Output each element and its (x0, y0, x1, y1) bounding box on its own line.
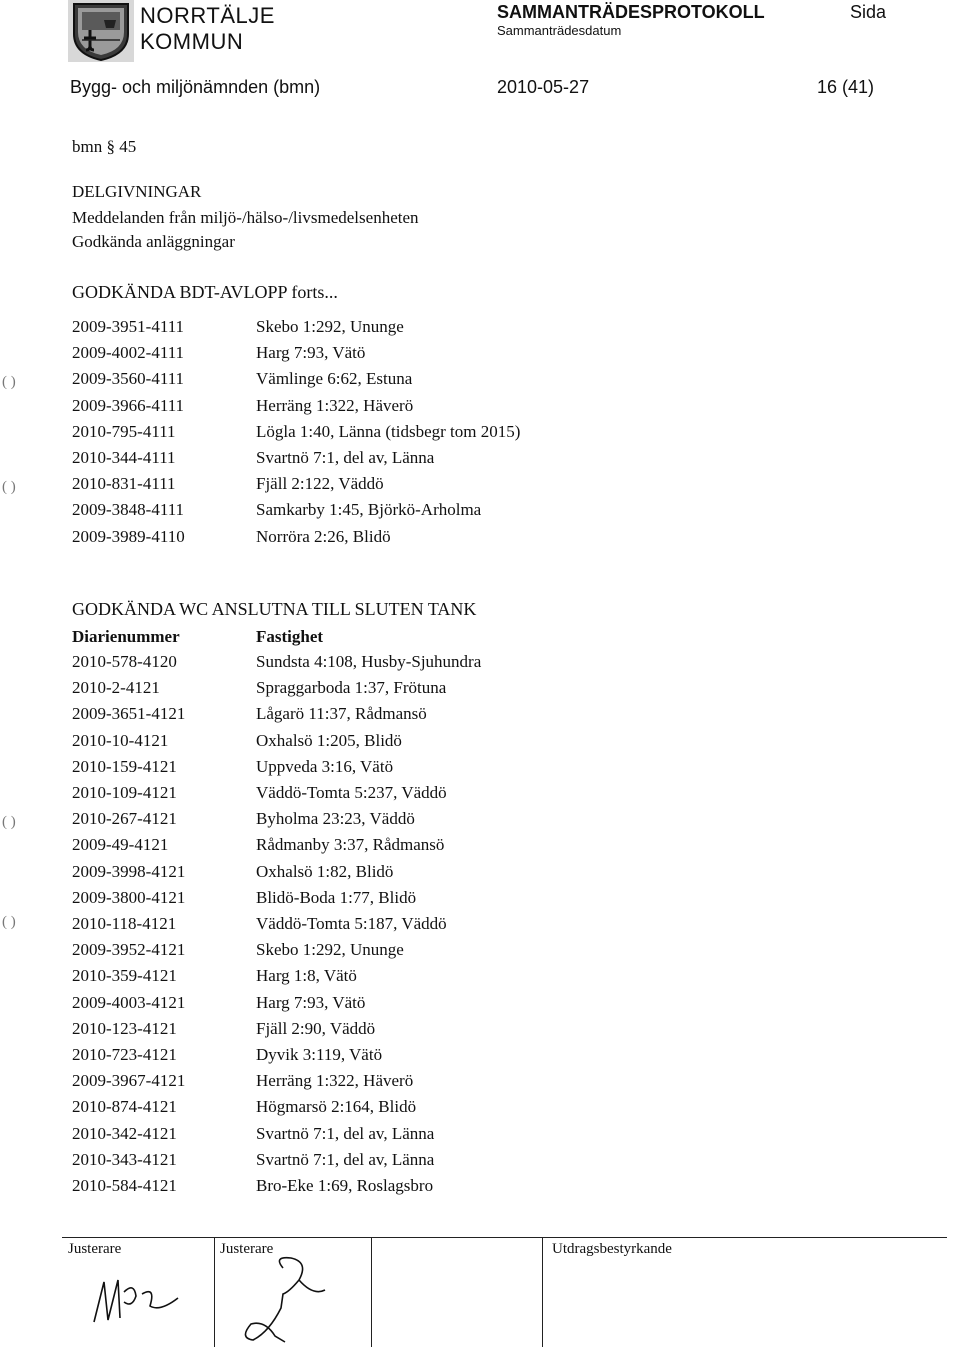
org-name-line1: NORRTÄLJE (140, 3, 275, 28)
case-number: 2010-2-4121 (72, 678, 160, 698)
property-name: Lögla 1:40, Länna (tidsbegr tom 2015) (256, 421, 521, 441)
property-name: Oxhalsö 1:205, Blidö (256, 730, 402, 750)
case-number: 2010-874-4121 (72, 1097, 177, 1117)
punch-hole-mark: ( ) (2, 814, 16, 830)
committee-name: Bygg- och miljönämnden (bmn) (70, 77, 321, 97)
case-number: 2010-795-4111 (72, 421, 176, 441)
case-number: 2010-118-4121 (72, 914, 177, 933)
case-number: 2009-3967-4121 (72, 1071, 186, 1091)
column-header-diarienummer: Diarienummer (72, 627, 180, 646)
property-name: Byholma 23:23, Väddö (256, 809, 415, 829)
wc-column-headers (0, 627, 960, 651)
case-number: 2010-10-4121 (72, 730, 169, 750)
date-label: Sammanträdesdatum (497, 23, 622, 38)
case-number: 2009-3651-4121 (72, 704, 186, 724)
justerare-label-2: Justerare (220, 1241, 274, 1257)
footer-divider (542, 1237, 543, 1347)
property-name: Svartnö 7:1, del av, Länna (256, 1149, 435, 1169)
property-name: Väddö-Tomta 5:237, Väddö (256, 783, 447, 802)
heading-delgivningar: DELGIVNINGAR (72, 182, 202, 201)
property-name: Fjäll 2:122, Väddö (256, 474, 384, 494)
document-type: SAMMANTRÄDESPROTOKOLL (497, 2, 765, 22)
section-bdt-title: GODKÄNDA BDT-AVLOPP forts... (72, 282, 338, 302)
case-number: 2009-3560-4111 (72, 369, 185, 389)
property-name: Harg 1:8, Vätö (256, 966, 357, 986)
case-number: 2009-3989-4110 (72, 526, 185, 546)
property-name: Herräng 1:322, Häverö (256, 395, 414, 415)
case-number: 2010-344-4111 (72, 448, 176, 467)
property-name: Högmarsö 2:164, Blidö (256, 1097, 417, 1117)
case-number: 2009-3800-4121 (72, 887, 186, 907)
case-number: 2010-159-4121 (72, 756, 177, 776)
heading-godkanda-anlaggningar: Godkända anläggningar (72, 232, 235, 251)
justerare-label-1: Justerare (68, 1241, 122, 1257)
case-number: 2009-49-4121 (72, 835, 169, 855)
property-name: Uppveda 3:16, Vätö (256, 756, 394, 776)
property-name: Svartnö 7:1, del av, Länna (256, 448, 435, 467)
heading-meddelanden: Meddelanden från miljö-/hälso-/livsmedelsenheten (72, 208, 419, 227)
property-name: Blidö-Boda 1:77, Blidö (256, 887, 417, 907)
utdragsbestyrkande-label: Utdragsbestyrkande (552, 1241, 672, 1257)
footer-divider (214, 1237, 215, 1347)
punch-hole-mark: ( ) (2, 914, 16, 930)
municipality-logo (68, 0, 134, 62)
property-name: Spraggarboda 1:37, Frötuna (256, 678, 447, 698)
case-number: 2009-3998-4121 (72, 861, 186, 881)
property-name: Svartnö 7:1, del av, Länna (256, 1123, 435, 1143)
case-number: 2010-109-4121 (72, 783, 177, 802)
signature-2 (225, 1250, 335, 1345)
property-name: Norröra 2:26, Blidö (256, 526, 391, 546)
paragraph-reference: bmn § 45 (72, 137, 137, 156)
footer-rule (62, 1237, 947, 1238)
case-number: 2010-123-4121 (72, 1018, 177, 1038)
case-number: 2010-578-4120 (72, 652, 177, 671)
case-number: 2010-584-4121 (72, 1176, 177, 1195)
footer-divider (371, 1237, 372, 1347)
case-number: 2009-3951-4111 (72, 317, 185, 336)
property-name: Fjäll 2:90, Väddö (256, 1018, 376, 1038)
column-header-fastighet: Fastighet (256, 627, 324, 646)
case-number: 2010-343-4121 (72, 1149, 177, 1169)
property-name: Väddö-Tomta 5:187, Väddö (256, 914, 447, 933)
punch-hole-mark: ( ) (2, 479, 16, 495)
case-number: 2009-3848-4111 (72, 500, 185, 520)
section-wc-title: GODKÄNDA WC ANSLUTNA TILL SLUTEN TANK (72, 599, 477, 619)
property-name: Harg 7:93, Vätö (256, 343, 366, 363)
page-label: Sida (850, 2, 887, 22)
case-number: 2009-3966-4111 (72, 395, 185, 415)
property-name: Skebo 1:292, Ununge (256, 940, 404, 960)
property-name: Lågarö 11:37, Rådmansö (256, 704, 427, 724)
case-number: 2010-831-4111 (72, 474, 176, 494)
property-name: Herräng 1:322, Häverö (256, 1071, 414, 1091)
case-number: 2009-4002-4111 (72, 343, 185, 363)
case-number: 2010-359-4121 (72, 966, 177, 986)
case-number: 2010-267-4121 (72, 809, 177, 829)
case-number: 2010-723-4121 (72, 1045, 177, 1064)
punch-hole-mark: ( ) (2, 374, 16, 390)
meeting-date: 2010-05-27 (497, 77, 590, 97)
page-number: 16 (41) (817, 77, 875, 97)
case-number: 2010-342-4121 (72, 1123, 177, 1143)
property-name: Harg 7:93, Vätö (256, 992, 366, 1012)
property-name: Vämlinge 6:62, Estuna (256, 369, 413, 389)
case-number: 2009-3952-4121 (72, 940, 186, 960)
property-name: Dyvik 3:119, Vätö (256, 1045, 383, 1064)
case-number: 2009-4003-4121 (72, 992, 186, 1012)
signature-1 (90, 1262, 200, 1342)
property-name: Sundsta 4:108, Husby-Sjuhundra (256, 652, 482, 671)
org-name-line2: KOMMUN (140, 29, 244, 54)
property-name: Rådmanby 3:37, Rådmansö (256, 835, 445, 855)
coat-of-arms-icon (68, 0, 134, 62)
property-name: Samkarby 1:45, Björkö-Arholma (256, 500, 482, 520)
property-name: Skebo 1:292, Ununge (256, 317, 404, 336)
property-name: Bro-Eke 1:69, Roslagsbro (256, 1176, 434, 1195)
property-name: Oxhalsö 1:82, Blidö (256, 861, 394, 881)
